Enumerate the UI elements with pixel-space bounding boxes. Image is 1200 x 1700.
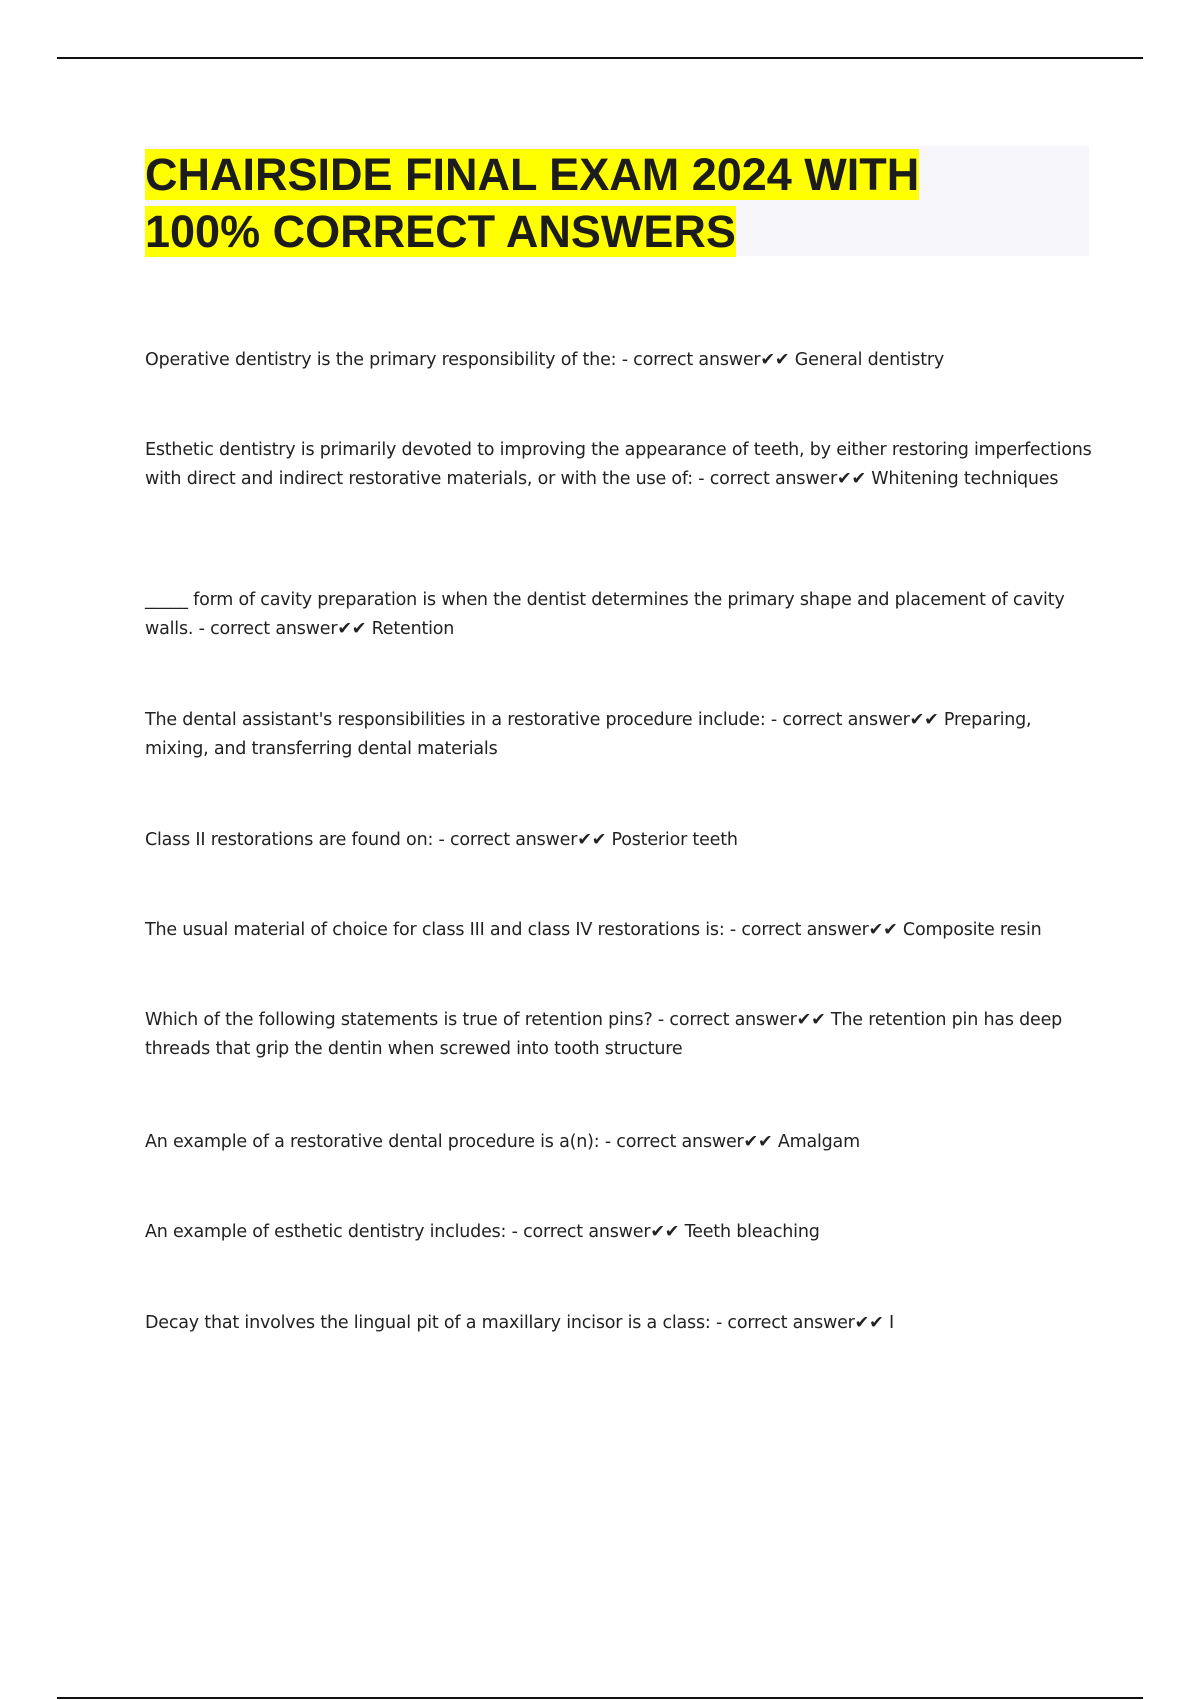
question-answer-9: An example of esthetic dentistry includes: - correct answer✔✔ Teeth bleaching [145,1222,820,1242]
question-answer-7: Which of the following statements is true of retention pins? - correct answer✔✔ The retention pin has deep threads that grip the dentin when screwed into tooth structure [145,1010,1063,1059]
top-divider [57,57,1143,59]
question-answer-5: Class II restorations are found on: - correct answer✔✔ Posterior teeth [145,830,738,850]
question-answer-3: _____ form of cavity preparation is when the dentist determines the primary shape and placement of cavity walls. - correct answer✔✔ Retention [145,590,1065,639]
bottom-divider [57,1697,1143,1699]
question-answer-8: An example of a restorative dental procedure is a(n): - correct answer✔✔ Amalgam [145,1132,860,1152]
title-line-1: CHAIRSIDE FINAL EXAM 2024 WITH [145,149,920,200]
question-answer-10: Decay that involves the lingual pit of a maxillary incisor is a class: - correct answer✔✔ I [145,1313,894,1333]
question-answer-6: The usual material of choice for class III and class IV restorations is: - correct answer✔✔ Composite resin [145,920,1042,940]
document-title [145,146,1045,260]
title-line-2: 100% CORRECT ANSWERS [145,206,736,257]
question-answer-1: Operative dentistry is the primary responsibility of the: - correct answer✔✔ General dentistry [145,350,945,370]
question-answer-2: Esthetic dentistry is primarily devoted to improving the appearance of teeth, by either restoring imperfections with direct and indirect restorative materials, or with the use of: - correct answer✔✔ Whitening techniques [145,440,1092,489]
question-answer-4: The dental assistant's responsibilities in a restorative procedure include: - correct answer✔✔ Preparing, mixing, and transferring dental materials [145,710,1032,759]
